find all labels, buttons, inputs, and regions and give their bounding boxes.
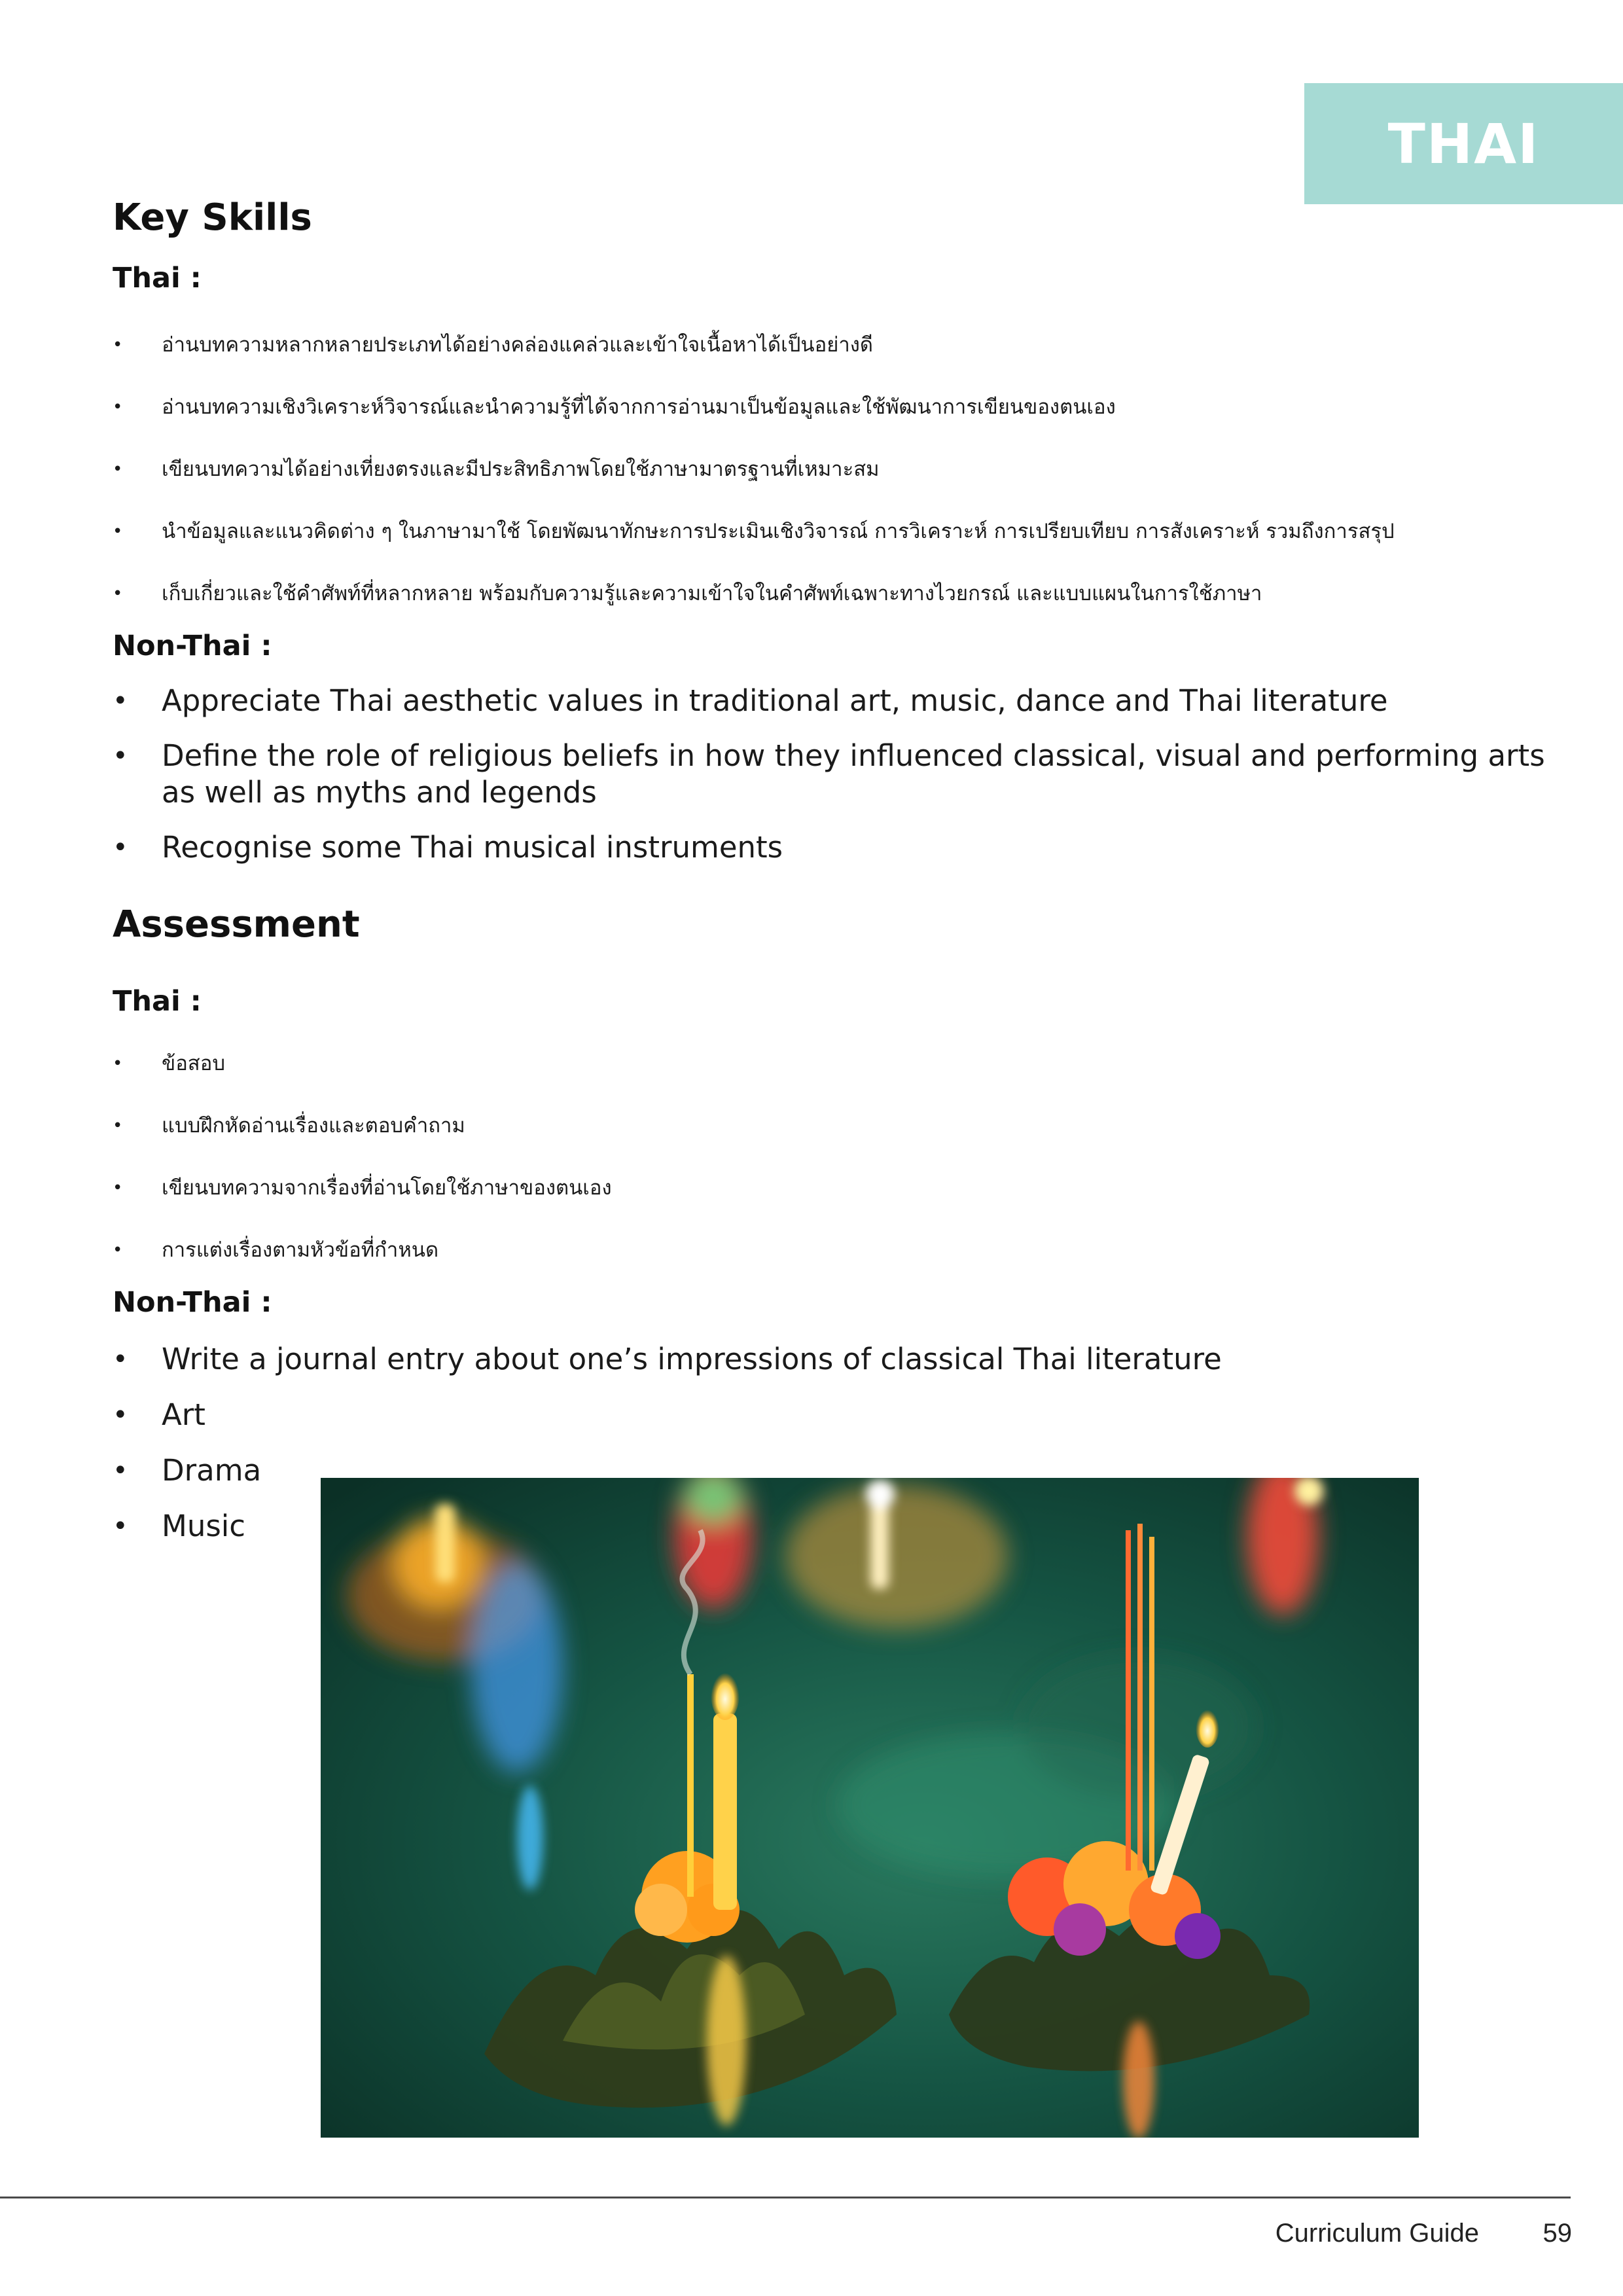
assessment-non-thai-label: Non-Thai : [113,1286,272,1319]
footer-document-title: Curriculum Guide [1275,2219,1479,2248]
key-skills-non-thai-list [113,683,1578,884]
list-item: • อ่านบทความเชิงวิเคราะห์วิจารณ์และนำความรู้ที่ได้จากการอ่านมาเป็นข้อมูลและใช้พัฒนาการเขียนของตนเอง [113,395,1116,419]
list-item: • แบบฝึกหัดอ่านเรื่องและตอบคำถาม [113,1114,465,1138]
section-tab-thai [1304,83,1623,204]
krathong-photo [321,1478,1419,2138]
krathong-illustration [321,1478,1419,2138]
list-item: • Write a journal entry about one’s impressions of classical Thai literature [113,1342,1222,1376]
section-tab-label: THAI [1387,111,1540,176]
list-item: • อ่านบทความหลากหลายประเภทได้อย่างคล่องแคล่วและเข้าใจเนื้อหาได้เป็นอย่างดี [113,333,874,357]
list-item: • Music [113,1509,246,1543]
assessment-heading: Assessment [113,903,360,946]
list-item: • นำข้อมูลและแนวคิดต่าง ๆ ในภาษามาใช้ โดยพัฒนาทักษะการประเมินเชิงวิจารณ์ การวิเคราะห์ การเปรียบเทียบ การสังเคราะห์ รวมถึงการสรุป [113,520,1395,543]
list-item: • เขียนบทความได้อย่างเที่ยงตรงและมีประสิทธิภาพโดยใช้ภาษามาตรฐานที่เหมาะสม [113,457,880,481]
key-skills-thai-list [113,331,1578,641]
list-item: • เขียนบทความจากเรื่องที่อ่านโดยใช้ภาษาของตนเอง [113,1176,612,1200]
list-item: • Define the role of religious beliefs in how they influenced classical, visual and performing arts as well as myths and legends [113,738,1545,810]
list-item: • เก็บเกี่ยวและใช้คำศัพท์ที่หลากหลาย พร้อมกับความรู้และความเข้าใจในคำศัพท์เฉพาะทางไวยกรณ์ และแบบแผนในการใช้ภาษา [113,582,1262,605]
key-skills-thai-label: Thai : [113,262,202,295]
assessment-thai-list [113,1049,1578,1298]
list-item: • Drama [113,1453,262,1488]
assessment-thai-label: Thai : [113,985,202,1018]
list-item: • ข้อสอบ [113,1052,226,1075]
list-item: • การแต่งเรื่องตามหัวข้อที่กำหนด [113,1238,439,1262]
key-skills-non-thai-label: Non-Thai : [113,630,272,662]
list-item: • Art [113,1397,205,1432]
footer-divider [0,2197,1571,2198]
list-item: • Appreciate Thai aesthetic values in traditional art, music, dance and Thai literature [113,683,1388,718]
page-number: 59 [1543,2219,1572,2248]
list-item: • Recognise some Thai musical instruments [113,830,783,865]
key-skills-heading: Key Skills [113,196,312,239]
